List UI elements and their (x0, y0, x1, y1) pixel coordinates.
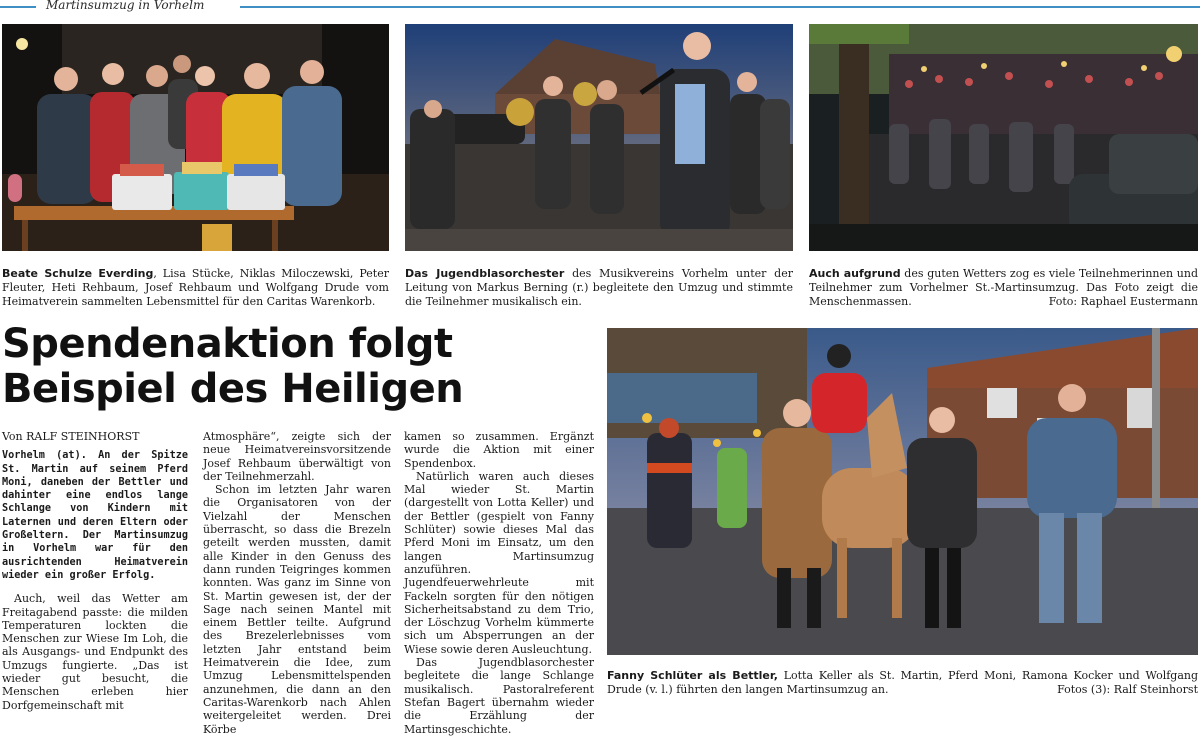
article-paragraph-1: Auch, weil das Wetter am Freitagabend passte: die milden Temperaturen lockten die Menschen zur Wiese Im Loh, die als Ausgangs- und Endpunkt des Umzugs fungierte. „Das ist wieder gut besucht, die Menschen erleben hier Dorfgemeinschaft mit (2, 592, 188, 712)
section-kicker (0, 0, 1200, 14)
article-paragraph-4: kamen so zusammen. Ergänzt wurde die Aktion mit einer Spendenbox. (404, 430, 594, 470)
photo-credit-main: Fotos (3): Ralf Steinhorst (1057, 683, 1198, 697)
article-paragraph-5: Natürlich waren auch dieses Mal wieder St. Martin (dargestellt von Lotta Keller) und der Bettler (gespielt von Fanny Schlüter) sowie dieses Mal das Pferd Moni im Einsatz, um den langen Martinsumzug anzuführen. Jugendfeuerwehrleute mit Fackeln sorgten für den nötigen Sicherheitsabstand zu dem Trio, der Löschzug Vorhelm kümmerte sich um Absperrungen an der Wiese sowie deren Ausleuchtung. (404, 469, 594, 656)
caption-st-martin: Fanny Schlüter als Bettler, Lotta Keller als St. Martin, Pferd Moni, Ramona Kocker und Wolfgang Drude (v. l.) führten den langen Martinsumzug an. Fotos (3): Ralf Steinhorst (607, 669, 1199, 697)
caption-crowd: Auch aufgrund des guten Wetters zog es viele Teilnehmerinnen und Teilnehmer zum Vorhelmer St.-Martinsumzug. Das Foto zeigt die Menschenmassen. Foto: Raphael Eustermann (809, 267, 1198, 309)
photo-credit-crowd: Foto: Raphael Eustermann (1048, 295, 1198, 309)
article-lead: Vorhelm (at). An der Spitze St. Martin auf seinem Pferd Moni, daneben der Bettler und dahinter eine endlos lange Schlange von Kindern mit Laternen und deren Eltern oder Großeltern. Der Martinsumzug in Vorhelm war für den ausrichtenden Heimatverein wieder ein großer Erfolg. (2, 450, 188, 581)
kicker-rule-left (0, 6, 36, 8)
article-paragraph-2: Atmosphäre“, zeigte sich der neue Heimatvereinsvorsitzende Josef Rehbaum überwältigt von der Teilnehmerzahl. (203, 430, 391, 483)
article-paragraph-6: Das Jugendblasorchester begleitete die lange Schlange musikalisch. Pastoralreferent Stefan Bagert übernahm wieder die Erzählung der Martinsgeschichte. (404, 656, 594, 736)
article-column-2 (203, 430, 391, 736)
photo-brass-band (405, 24, 793, 251)
kicker-label: Martinsumzug in Vorhelm (40, 0, 210, 12)
headline-line-1: Spendenaktion folgt (2, 321, 453, 367)
headline-line-2: Beispiel des Heiligen (2, 366, 464, 412)
article-column-1 (2, 430, 188, 712)
kicker-rule-right (240, 6, 1200, 8)
caption-brass-band: Das Jugendblasorchester des Musikvereins Vorhelm unter der Leitung von Markus Berning (r.) begleitete den Umzug und stimmte die Teilnehmer musikalisch ein. (405, 267, 793, 309)
article-column-3 (404, 430, 594, 736)
caption-volunteers: Beate Schulze Everding, Lisa Stücke, Niklas Miloczewski, Peter Fleuter, Heti Rehbaum, Josef Rehbaum und Wolfgang Drude vom Heimatverein sammelten Lebensmittel für den Caritas Warenkorb. (2, 267, 389, 309)
photo-volunteers (2, 24, 389, 251)
article-paragraph-3: Schon im letzten Jahr waren die Organisatoren von der Vielzahl der Menschen überrascht, so dass die Brezeln geteilt werden mussten, damit alle Kinder in den Genuss des dann runden Teigringes kommen konnten. Was ganz im Sinne von St. Martin gewesen ist, der der Sage nach seinen Mantel mit einem Bettler teilte. Aufgrund des Brezelerlebnisses vom letzten Jahr entstand beim Heimatverein die Idee, zum Umzug Lebensmittelspenden anzunehmen, die dann an den Caritas-Warenkorb nach Ahlen weitergeleitet werden. Drei Körbe (203, 483, 391, 736)
byline: Von RALF STEINHORST (2, 430, 140, 443)
photo-crowd (809, 24, 1198, 251)
headline (2, 322, 463, 412)
photo-st-martin (607, 328, 1198, 655)
